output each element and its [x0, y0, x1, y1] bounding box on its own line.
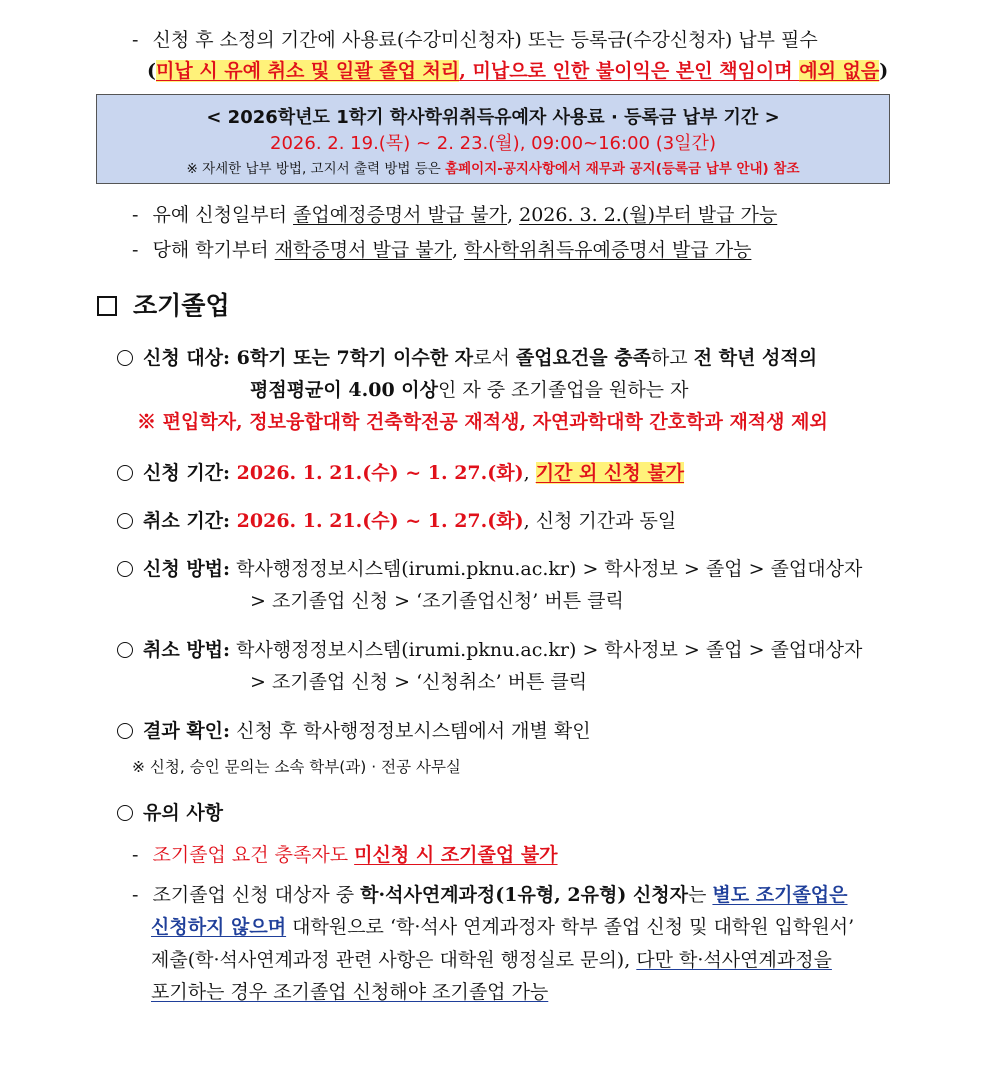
notice-period: 2026. 2. 19.(목) ~ 2. 23.(월), 09:00~16:00 (3일간): [270, 133, 716, 154]
circle-bullet-icon: [117, 642, 133, 658]
cancel-method-line-2: > 조기졸업 신청 > ‘신청취소’ 버튼 클릭: [250, 671, 588, 693]
target-line-2: 평점평균이 4.00 이상인 자 중 조기졸업을 원하는 자: [250, 379, 689, 401]
target-line-1: 신청 대상: 6학기 또는 7학기 이수한 자로서 졸업요건을 충족하고 전 학년 성적의: [117, 345, 817, 371]
section-heading: 조기졸업: [97, 286, 230, 322]
circle-bullet-icon: [117, 465, 133, 481]
caution-2-line-3: 제출(학·석사연계과정 관련 사항은 대학원 행정실로 문의), 다만 학·석사연계과정을: [151, 949, 832, 971]
circle-bullet-icon: [117, 350, 133, 366]
circle-bullet-icon: [117, 561, 133, 577]
result-check: 결과 확인: 신청 후 학사행정정보시스템에서 개별 확인: [117, 718, 591, 744]
notice-note: ※ 자세한 납부 방법, 고지서 출력 방법 등은 홈페이지-공지사항에서 재무과 공지(등록금 납부 안내) 참조: [186, 161, 800, 177]
no-exception: 예외 없음: [799, 60, 880, 82]
caution-2-line-2: 신청하지 않으며 대학원으로 ‘학·석사 연계과정자 학부 졸업 신청 및 대학원 입학원서’: [151, 916, 855, 938]
payment-notice-box: [96, 94, 890, 184]
circle-bullet-icon: [117, 805, 133, 821]
unpaid-warning: 미납 시 유예 취소 및 일괄 졸업 처리: [156, 60, 460, 82]
result-note: ※ 신청, 승인 문의는 소속 학부(과) · 전공 사무실: [132, 758, 461, 776]
after-box-line-2: - 당해 학기부터 재학증명서 발급 불가, 학사학위취득유예증명서 발급 가능: [132, 239, 752, 261]
checkbox-square-icon: [97, 296, 117, 316]
apply-period: 신청 기간: 2026. 1. 21.(수) ~ 1. 27.(화), 기간 외 신청 불가: [117, 460, 684, 486]
cancel-method-line-1: 취소 방법: 학사행정정보시스템(irumi.pknu.ac.kr) > 학사정보 > 졸업 > 졸업대상자: [117, 637, 862, 663]
dash: -: [132, 29, 139, 51]
apply-method-line-2: > 조기졸업 신청 > ‘조기졸업신청’ 버튼 클릭: [250, 590, 624, 612]
cancel-period: 취소 기간: 2026. 1. 21.(수) ~ 1. 27.(화), 신청 기간과 동일: [117, 508, 676, 534]
caution-1: - 조기졸업 요건 충족자도 미신청 시 조기졸업 불가: [132, 844, 558, 866]
circle-bullet-icon: [117, 723, 133, 739]
no-late-apply: 기간 외 신청 불가: [535, 462, 685, 484]
target-exclusion: ※ 편입학자, 정보융합대학 건축학전공 재적생, 자연과학대학 간호학과 재적생 제외: [137, 411, 828, 433]
circle-bullet-icon: [117, 513, 133, 529]
after-box-line-1: - 유예 신청일부터 졸업예정증명서 발급 불가, 2026. 3. 2.(월)부터 발급 가능: [132, 204, 778, 226]
cautions-title: 유의 사항: [117, 800, 223, 826]
notice-title: < 2026학년도 1학기 학사학위취득유예자 사용료 · 등록금 납부 기간 >: [206, 107, 780, 128]
top-line-1: [132, 27, 818, 53]
caution-2-line-4: 포기하는 경우 조기졸업 신청해야 조기졸업 가능: [151, 981, 549, 1003]
payment-required-text: 신청 후 소정의 기간에 사용료(수강미신청자) 또는 등록금(수강신청자) 납부 필수: [152, 29, 818, 51]
apply-method-line-1: 신청 방법: 학사행정정보시스템(irumi.pknu.ac.kr) > 학사정보 > 졸업 > 졸업대상자: [117, 556, 862, 582]
top-line-2: (미납 시 유예 취소 및 일괄 졸업 처리, 미납으로 인한 불이익은 본인 책임이며 예외 없음): [147, 60, 889, 82]
caution-2-line-1: - 조기졸업 신청 대상자 중 학·석사연계과정(1유형, 2유형) 신청자는 별도 조기졸업은: [132, 884, 848, 906]
